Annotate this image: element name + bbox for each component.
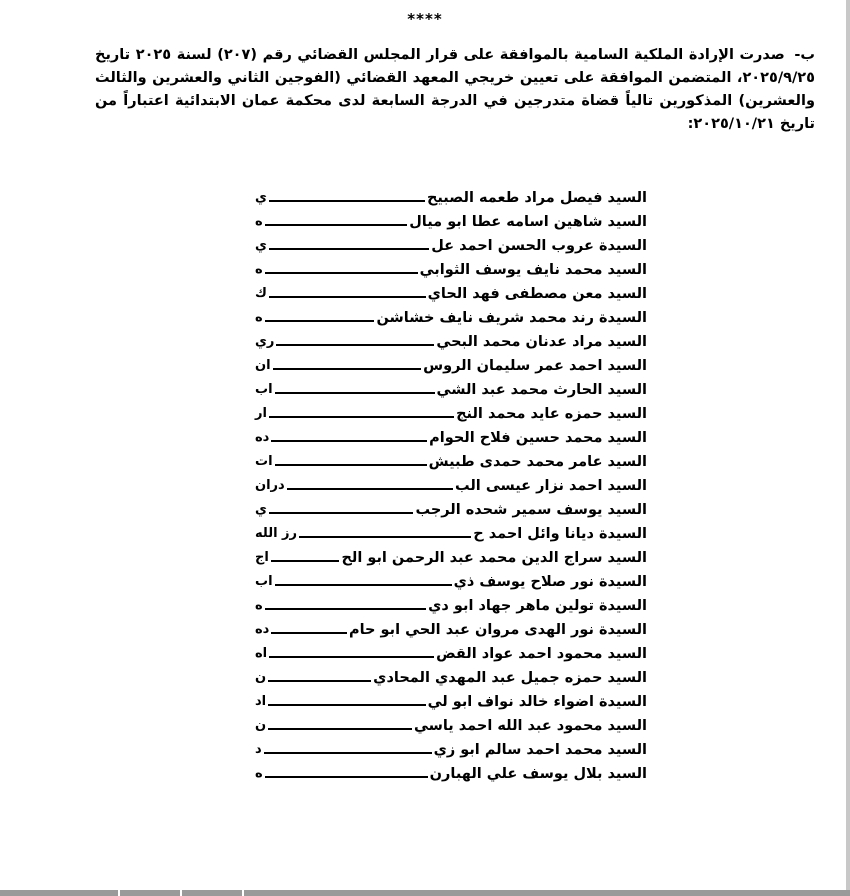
appointee-name: السيد محمد نايف يوسف الثوابي xyxy=(419,262,647,278)
appointee-name-ending: ده xyxy=(255,622,270,637)
kashida-fill xyxy=(265,224,408,226)
appointee-row xyxy=(255,498,647,522)
appointee-name-ending: اه xyxy=(255,646,268,661)
appointee-name-ending: ي xyxy=(255,502,267,517)
appointee-name: السيد الحارث محمد عبد الشي xyxy=(436,382,647,398)
bottom-scrollbar[interactable] xyxy=(0,890,850,896)
appointee-name: السيدة تولين ماهر جهاد ابو دي xyxy=(428,598,647,614)
appointee-name-ending: ان xyxy=(255,358,271,373)
appointee-name-ending: ه xyxy=(255,310,263,325)
appointee-row xyxy=(255,474,647,498)
kashida-fill xyxy=(299,536,471,538)
scrollbar-segment xyxy=(182,890,244,896)
appointee-name-ending: ه xyxy=(255,214,263,229)
kashida-fill xyxy=(268,728,412,730)
appointee-name: السيدة اضواء خالد نواف ابو لي xyxy=(427,694,647,710)
appointee-row xyxy=(255,738,647,762)
kashida-fill xyxy=(265,272,418,274)
appointee-name-ending: ات xyxy=(255,454,273,469)
appointee-row xyxy=(255,258,647,282)
appointee-row xyxy=(255,234,647,258)
appointee-name: السيدة نور الهدى مروان عبد الحي ابو حام xyxy=(348,622,647,638)
appointee-name-ending: ده xyxy=(255,430,270,445)
appointee-row xyxy=(255,330,647,354)
kashida-fill xyxy=(269,416,454,418)
appointee-row xyxy=(255,306,647,330)
kashida-fill xyxy=(269,248,429,250)
appointee-row xyxy=(255,642,647,666)
appointee-name: السيد حمزه عايد محمد النج xyxy=(456,406,647,422)
kashida-fill xyxy=(268,704,425,706)
appointee-name: السيد شاهين اسامه عطا ابو ميال xyxy=(409,214,647,230)
appointee-name: السيد احمد عمر سليمان الروس xyxy=(423,358,647,374)
appointee-row xyxy=(255,402,647,426)
appointee-name: السيد معن مصطفى فهد الحاي xyxy=(427,286,647,302)
appointee-name: السيد عامر محمد حمدى طبيش xyxy=(428,454,647,470)
kashida-fill xyxy=(275,584,452,586)
appointee-name: السيد بلال يوسف علي الهبارن xyxy=(429,766,647,782)
appointee-name: السيد حمزه جميل عبد المهدي المحادي xyxy=(373,670,647,686)
kashida-fill xyxy=(275,392,435,394)
appointee-row xyxy=(255,666,647,690)
scrollbar-segment xyxy=(120,890,182,896)
appointee-name: السيدة ديانا وائل احمد ح xyxy=(473,526,647,542)
appointee-name: السيدة نور صلاح يوسف ذي xyxy=(453,574,647,590)
kashida-fill xyxy=(271,560,340,562)
appointee-name-ending: رز الله xyxy=(255,526,298,541)
kashida-fill xyxy=(265,608,426,610)
section-separator-stars: **** xyxy=(407,10,443,28)
appointee-name-ending: ار xyxy=(255,406,267,421)
scrollbar-segment xyxy=(0,890,120,896)
kashida-fill xyxy=(264,752,432,754)
appointees-list xyxy=(255,186,647,786)
decision-paragraph xyxy=(95,44,815,136)
appointee-name: السيد محمد حسين فلاح الحوام xyxy=(429,430,647,446)
appointee-row xyxy=(255,690,647,714)
appointee-row xyxy=(255,450,647,474)
appointee-row xyxy=(255,378,647,402)
appointee-row xyxy=(255,714,647,738)
kashida-fill xyxy=(275,464,427,466)
appointee-name-ending: اب xyxy=(255,382,273,397)
kashida-fill xyxy=(287,488,453,490)
appointee-row xyxy=(255,186,647,210)
appointee-row xyxy=(255,426,647,450)
kashida-fill xyxy=(271,632,347,634)
kashida-fill xyxy=(269,512,414,514)
kashida-fill xyxy=(269,656,434,658)
page-edge xyxy=(846,0,850,896)
clause-letter: ب- xyxy=(794,47,815,63)
appointee-name-ending: ه xyxy=(255,262,263,277)
appointee-name-ending: ه xyxy=(255,598,263,613)
appointee-row xyxy=(255,618,647,642)
kashida-fill xyxy=(265,776,428,778)
appointee-row xyxy=(255,354,647,378)
appointee-row xyxy=(255,594,647,618)
appointee-name-ending: ي xyxy=(255,238,267,253)
appointee-name: السيد محمد احمد سالم ابو زي xyxy=(433,742,647,758)
appointee-name-ending: اب xyxy=(255,574,273,589)
appointee-row xyxy=(255,570,647,594)
appointee-name-ending: دران xyxy=(255,478,285,493)
appointee-name: السيد فيصل مراد طعمه الصبيح xyxy=(426,190,647,206)
appointee-row xyxy=(255,762,647,786)
kashida-fill xyxy=(271,440,427,442)
kashida-fill xyxy=(268,680,371,682)
appointee-name-ending: ه xyxy=(255,766,263,781)
kashida-fill xyxy=(265,320,375,322)
appointee-name: السيد احمد نزار عيسى الب xyxy=(455,478,647,494)
appointee-row xyxy=(255,522,647,546)
appointee-name-ending: ري xyxy=(255,334,275,349)
appointee-name-ending: اج xyxy=(255,550,269,565)
appointee-row xyxy=(255,210,647,234)
appointee-name: السيد مراد عدنان محمد البحي xyxy=(436,334,647,350)
appointee-row xyxy=(255,282,647,306)
decision-text: صدرت الإرادة الملكية السامية بالموافقة على قرار المجلس القضائي رقم (٢٠٧) لسنة ٢٠٢٥ تاريخ ٢٠٢٥/٩/٢٥، المتضمن الموافقة على تعيين خريجي المعهد القضائي (الفوجين الثاني والعشرين والثالث والعشرين) المذكورين تالياً قضاة متدرجين في الدرجة السابعة لدى محكمة عمان الابتدائية اعتباراً من تاريخ ٢٠٢٥/١٠/٢١: xyxy=(95,47,815,132)
appointee-name-ending: ي xyxy=(255,190,267,205)
appointee-name: السيدة رند محمد شريف نايف خشاشن xyxy=(376,310,647,326)
appointee-name-ending: د xyxy=(255,742,262,757)
appointee-name: السيد سراج الدين محمد عبد الرحمن ابو الح xyxy=(341,550,647,566)
kashida-fill xyxy=(269,200,425,202)
appointee-name: السيد يوسف سمير شحده الرجب xyxy=(415,502,647,518)
appointee-name-ending: ن xyxy=(255,718,267,733)
kashida-fill xyxy=(276,344,434,346)
appointee-row xyxy=(255,546,647,570)
appointee-name: السيد محمود احمد عواد القض xyxy=(436,646,647,662)
appointee-name: السيد محمود عبد الله احمد ياسي xyxy=(413,718,647,734)
kashida-fill xyxy=(269,296,426,298)
appointee-name-ending: اد xyxy=(255,694,267,709)
kashida-fill xyxy=(273,368,422,370)
appointee-name: السيدة عروب الحسن احمد عل xyxy=(431,238,647,254)
appointee-name-ending: ك xyxy=(255,286,267,301)
appointee-name-ending: ن xyxy=(255,670,267,685)
